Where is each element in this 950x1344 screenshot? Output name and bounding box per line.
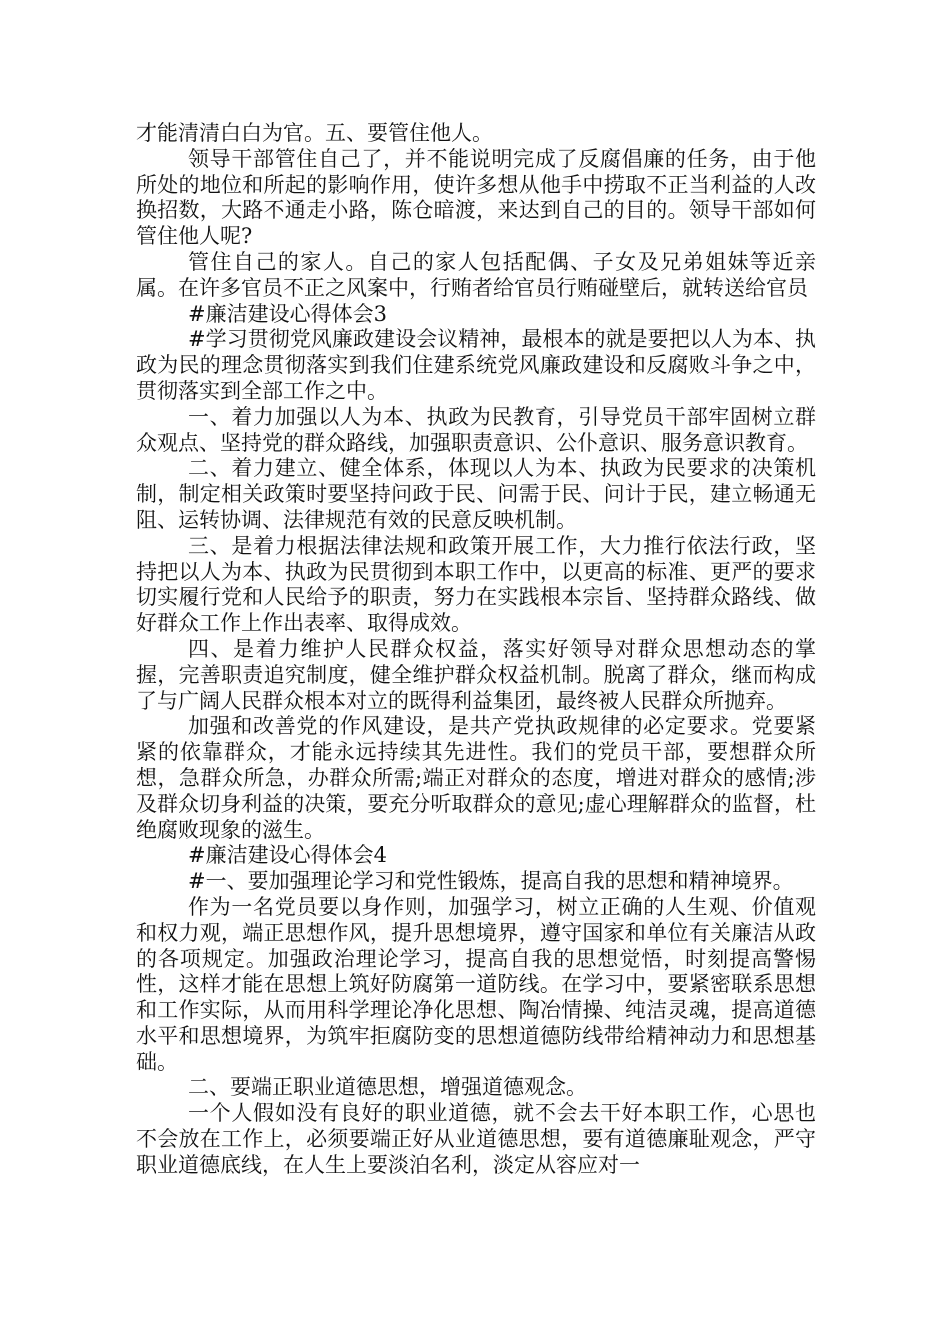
paragraph: 管住自己的家人。自己的家人包括配偶、子女及兄弟姐妹等近亲属。在许多官员不正之风案中，行贿者给官员行贿碰壁后，就转送给官员 (136, 249, 816, 300)
paragraph: #一、要加强理论学习和党性锻炼，提高自我的思想和精神境界。 (188, 869, 794, 894)
document-body (136, 121, 816, 1179)
paragraph: 三、是着力根据法律法规和政策开展工作，大力推行依法行政，坚持把以人为本、执政为民贯彻到本职工作中，以更高的标准、更严的要求切实履行党和人民给予的职责，努力在实践根本宗旨、坚持群众路线、做好群众工作上作出表率、取得成效。 (136, 533, 816, 636)
section-heading: #廉洁建设心得体会4 (188, 843, 387, 868)
paragraph: 一个人假如没有良好的职业道德，就不会去干好本职工作，心思也不会放在工作上，必须要端正好从业道德思想，要有道德廉耻观念，严守职业道德底线，在人生上要淡泊名利，淡定从容应对一 (136, 1101, 816, 1177)
section-heading: #廉洁建设心得体会3 (188, 301, 387, 326)
paragraph: 二、着力建立、健全体系，体现以人为本、执政为民要求的决策机制，制定相关政策时要坚持问政于民、问需于民、问计于民，建立畅通无阻、运转协调、法律规范有效的民意反映机制。 (136, 456, 816, 532)
paragraph: 一、着力加强以人为本、执政为民教育，引导党员干部牢固树立群众观点、坚持党的群众路线，加强职责意识、公仆意识、服务意识教育。 (136, 404, 816, 455)
paragraph-continuation: 才能清清白白为官。五、要管住他人。 (136, 121, 493, 145)
paragraph: 二、要端正职业道德思想，增强道德观念。 (188, 1075, 587, 1100)
paragraph: 四、是着力维护人民群众权益，落实好领导对群众思想动态的掌握，完善职责追究制度，健全维护群众权益机制。脱离了群众，继而构成了与广阔人民群众根本对立的既得利益集团，最终被人民群众所抛弃。 (136, 636, 816, 713)
paragraph: 领导干部管住自己了，并不能说明完成了反腐倡廉的任务，由于他所处的地位和所起的影响作用，使许多想从他手中捞取不正当利益的人改换招数，大路不通走小路，陈仓暗渡，来达到自己的目的。领导干部如何管住他人呢? (136, 146, 816, 249)
paragraph: 加强和改善党的作风建设，是共产党执政规律的必定要求。党要紧紧的依靠群众，才能永远持续其先进性。我们的党员干部，要想群众所想，急群众所急，办群众所需;端正对群众的态度，增进对群众的感情;涉及群众切身利益的决策，要充分听取群众的意见;虚心理解群众的监督，杜绝腐败现象的滋生。 (136, 714, 816, 842)
paragraph: #学习贯彻党风廉政建设会议精神，最根本的就是要把以人为本、执政为民的理念贯彻落实到我们住建系统党风廉政建设和反腐败斗争之中，贯彻落实到全部工作之中。 (136, 327, 816, 403)
paragraph: 作为一名党员要以身作则，加强学习，树立正确的人生观、价值观和权力观，端正思想作风，提升思想境界，遵守国家和单位有关廉洁从政的各项规定。加强政治理论学习，提高自我的思想觉悟，时刻提高警惕性，这样才能在思想上筑好防腐第一道防线。在学习中，要紧密联系思想和工作实际，从而用科学理论净化思想、陶冶情操、纯洁灵魂，提高道德水平和思想境界，为筑牢拒腐防变的思想道德防线带给精神动力和思想基础。 (136, 894, 816, 1074)
